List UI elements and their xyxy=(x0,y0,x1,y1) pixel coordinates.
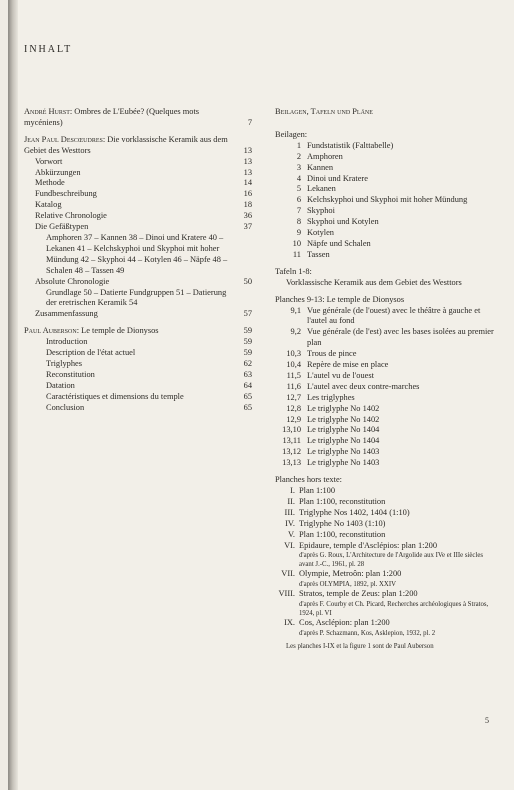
beilage-item xyxy=(275,141,499,152)
planche-item xyxy=(275,327,499,349)
toc-item xyxy=(24,288,252,310)
book-spine-shadow xyxy=(8,0,18,790)
planche-label: Trous de pince xyxy=(307,349,357,359)
planche-item xyxy=(275,447,499,458)
hors-texte-label: Plan 1:100 xyxy=(299,486,336,495)
beilage-number: 3 xyxy=(296,162,301,172)
planche-item xyxy=(275,415,499,426)
author-name: Paul Auberson xyxy=(24,326,77,336)
entry-descoeudres: Jean Paul Descœudres: Die vorklassische Keramik aus dem Gebiet des Westtors 13 Vorwort 13 Abkürzungen 13 Methode 14 Fundbeschreibung 16 Katalog 18 Relative Chronologie 36 Die Gefäßtypen 37 Amphoren 37 – Kannen 38 – Dinoi und Kratere 40 – Lekanen 41 – Kelchskyphoi und Skyphoi mit hoher Mündung 42 – Skyphoi 44 – Kotylen 46 – Näpfe 48 – Schalen 48 – Tassen 49 Absolute Chronologie 50 Grundlage 50 – Datierte Fundgruppen 51 – Datierung der eretrischen Keramik 54 Zusammenfassung 57 xyxy=(24,134,252,319)
hors-texte-item xyxy=(275,589,499,618)
planche-number: 12,7 xyxy=(286,392,301,402)
toc-item-label: Amphoren 37 – Kannen 38 – Dinoi und Kratere 40 – Lekanen 41 – Kelchskyphoi und Skyphoi mit hoher Mündung 42 – Skyphoi 44 – Kotylen 46 – Näpfe 48 – Schalen 48 – Tassen 49 xyxy=(46,232,228,275)
beilage-item xyxy=(275,174,499,185)
hors-texte-body xyxy=(299,497,499,508)
toc-item-label: Abkürzungen xyxy=(35,167,81,177)
hors-texte-number: VI. xyxy=(284,540,295,550)
toc-item xyxy=(24,189,252,200)
beilage-label: Skyphoi und Kotylen xyxy=(307,217,379,227)
hors-texte-body xyxy=(299,618,499,638)
hors-label: Planches hors texte: xyxy=(275,475,342,485)
hors-texte-item xyxy=(275,530,499,541)
planche-item xyxy=(275,382,499,393)
beilage-number: 11 xyxy=(292,249,301,259)
toc-item xyxy=(24,200,252,211)
toc-item-label: Zusammenfassung xyxy=(35,309,98,319)
hors-texte-body xyxy=(299,530,499,541)
planche-number: 12,8 xyxy=(286,403,301,413)
planche-number: 11,6 xyxy=(286,381,301,391)
toc-item-label: Datation xyxy=(46,380,75,390)
beilage-number: 4 xyxy=(296,173,301,183)
toc-item-page: 50 xyxy=(243,276,252,286)
hors-texte-number: IX. xyxy=(284,618,295,628)
hors-texte-label: Olympie, Metroôn: plan 1:200 xyxy=(299,569,402,579)
toc-item xyxy=(24,233,252,277)
hors-texte-label: Plan 1:100, reconstitution xyxy=(299,496,386,506)
toc-item-label: Die Gefäßtypen xyxy=(35,222,89,232)
section-title: Beilagen, Tafeln und Pläne xyxy=(275,107,373,116)
beilage-number: 1 xyxy=(296,140,301,150)
planche-number: 12,9 xyxy=(286,414,301,424)
planche-label: Le triglyphe No 1403 xyxy=(307,447,380,457)
hors-texte-number: VII. xyxy=(281,569,295,579)
hors-texte-source: d'après OLYMPIA, 1892, pl. XXIV xyxy=(299,581,397,589)
planche-label: Le triglyphe No 1403 xyxy=(307,458,380,468)
planche-item xyxy=(275,371,499,382)
hors-texte-label: Triglyphe Nos 1402, 1404 (1:10) xyxy=(299,507,410,517)
hors-texte-item xyxy=(275,497,499,508)
hors-texte-number: VIII. xyxy=(278,589,295,599)
entry-title: Ombres de L'Eubée? (Quelques mots mycéniens) xyxy=(24,107,200,127)
beilage-number: 7 xyxy=(296,206,301,216)
beilage-label: Näpfe und Schalen xyxy=(307,238,371,248)
hors-texte-number: IV. xyxy=(285,518,295,528)
page-ref: 13 xyxy=(243,145,252,155)
entry-title: Die vorklassische Keramik aus dem Gebiet des Westtors xyxy=(24,134,228,155)
beilage-label: Kannen xyxy=(307,162,334,172)
toc-item xyxy=(24,178,252,189)
toc-item-page: 65 xyxy=(243,391,252,401)
toc-item-label: Caractéristiques et dimensions du temple xyxy=(46,391,184,401)
toc-item-label: Conclusion xyxy=(46,402,85,412)
page-number: 5 xyxy=(485,716,489,725)
toc-item-label: Grundlage 50 – Datierte Fundgruppen 51 – Datierung der eretrischen Keramik 54 xyxy=(46,287,227,308)
toc-item xyxy=(24,337,252,348)
toc-item xyxy=(24,222,252,233)
planche-number: 11,5 xyxy=(286,370,301,380)
beilage-number: 2 xyxy=(296,151,301,161)
toc-item-page: 59 xyxy=(243,348,252,358)
planche-label: Le triglyphe No 1402 xyxy=(307,403,380,413)
beilage-item xyxy=(275,152,499,163)
toc-item xyxy=(24,348,252,359)
hors-texte-item xyxy=(275,541,499,570)
page-heading: INHALT xyxy=(24,44,73,55)
toc-item-page: 16 xyxy=(243,189,252,199)
beilage-label: Tassen xyxy=(307,249,330,259)
hors-texte-number: V. xyxy=(287,529,295,539)
hors-texte-body xyxy=(299,569,499,589)
toc-item-label: Introduction xyxy=(46,337,88,347)
planche-item xyxy=(275,404,499,415)
toc-item xyxy=(24,370,252,381)
planche-label: Les triglyphes xyxy=(307,392,355,402)
contents-right-column xyxy=(275,107,499,653)
toc-item xyxy=(24,403,252,414)
planche-number: 13,11 xyxy=(282,436,301,446)
planche-label: Repère de mise en place xyxy=(307,360,389,370)
hors-texte-item xyxy=(275,519,499,530)
planche-number: 9,2 xyxy=(290,327,301,337)
toc-item-page: 37 xyxy=(243,222,252,232)
beilagen-label: Beilagen: xyxy=(275,129,308,139)
hors-texte-label: Epidaure, temple d'Asclépios: plan 1:200 xyxy=(299,540,438,550)
page-ref: 59 xyxy=(243,326,252,336)
beilage-item xyxy=(275,250,499,261)
planche-number: 13,10 xyxy=(282,425,301,435)
planche-label: Le triglyphe No 1404 xyxy=(307,425,380,435)
toc-item-label: Fundbeschreibung xyxy=(35,189,97,199)
planche-item xyxy=(275,436,499,447)
beilage-item xyxy=(275,228,499,239)
beilage-number: 8 xyxy=(296,217,301,227)
planche-number: 9,1 xyxy=(290,305,301,315)
toc-item-page: 59 xyxy=(243,337,252,347)
planche-item xyxy=(275,360,499,371)
beilage-item xyxy=(275,184,499,195)
toc-item-label: Triglyphes xyxy=(46,358,82,368)
planche-label: L'autel avec deux contre-marches xyxy=(307,381,420,391)
beilage-item xyxy=(275,206,499,217)
planche-number: 13,12 xyxy=(282,447,301,457)
beilage-number: 10 xyxy=(292,238,301,248)
toc-item-page: 64 xyxy=(243,380,252,390)
planche-item xyxy=(275,349,499,360)
beilage-label: Fundstatistik (Falttabelle) xyxy=(307,140,394,150)
planche-item xyxy=(275,306,499,328)
beilage-label: Skyphoi xyxy=(307,206,335,216)
hors-texte-source: d'après P. Schazmann, Kos, Asklepion, 1932, pl. 2 xyxy=(299,630,436,638)
entry-hurst: André Hurst: Ombres de L'Eubée? (Quelques mots mycéniens) 7 xyxy=(24,107,252,127)
planche-number: 10,3 xyxy=(286,349,301,359)
toc-item-page: 13 xyxy=(243,156,252,166)
hors-texte-body xyxy=(299,508,499,519)
hors-texte-source: d'après F. Courby et Ch. Picard, Recherches archéologiques à Stratos, 1924, pl. VI xyxy=(299,601,489,618)
toc-item xyxy=(24,359,252,370)
planche-label: Le triglyphe No 1402 xyxy=(307,414,380,424)
toc-item-page: 57 xyxy=(243,309,252,319)
toc-item xyxy=(24,277,252,288)
author-name: André Hurst xyxy=(24,107,70,116)
beilage-number: 9 xyxy=(296,228,301,238)
toc-item-label: Methode xyxy=(35,178,65,188)
hors-texte-item xyxy=(275,618,499,638)
hors-texte-number: III. xyxy=(284,507,295,517)
planche-number: 10,4 xyxy=(286,360,301,370)
hors-texte-item xyxy=(275,508,499,519)
author-name: Jean Paul Descœudres xyxy=(24,134,103,144)
hors-texte-body xyxy=(299,486,499,497)
hors-texte-label: Cos, Asclépion: plan 1:200 xyxy=(299,618,390,628)
toc-item-page: 13 xyxy=(243,167,252,177)
planche-item xyxy=(275,425,499,436)
toc-item xyxy=(24,168,252,179)
beilage-item xyxy=(275,239,499,250)
toc-item-page: 65 xyxy=(243,402,252,412)
beilage-label: Kotylen xyxy=(307,228,334,238)
hors-texte-number: II. xyxy=(287,496,295,506)
credit-note: Les planches I-IX et la figure 1 sont de Paul Auberson xyxy=(286,643,434,651)
beilage-label: Lekanen xyxy=(307,184,336,194)
hors-texte-label: Triglyphe No 1403 (1:10) xyxy=(299,518,386,528)
toc-item xyxy=(24,309,252,320)
hors-texte-number: I. xyxy=(290,486,295,495)
planche-label: Vue générale (de l'ouest) avec le théâtre à gauche et l'autel au fond xyxy=(307,305,481,326)
planche-number: 13,13 xyxy=(282,458,301,468)
hors-texte-body xyxy=(299,519,499,530)
toc-item xyxy=(24,392,252,403)
toc-item-page: 62 xyxy=(243,358,252,368)
beilage-label: Dinoi und Kratere xyxy=(307,173,368,183)
planche-item xyxy=(275,393,499,404)
planche-label: Le triglyphe No 1404 xyxy=(307,436,380,446)
hors-texte-body xyxy=(299,589,499,618)
hors-texte-item xyxy=(275,569,499,589)
planches-label: Planches 9-13: Le temple de Dionysos xyxy=(275,294,405,304)
toc-item-label: Reconstitution xyxy=(46,369,95,379)
toc-item xyxy=(24,211,252,222)
hors-texte-label: Stratos, temple de Zeus: plan 1:200 xyxy=(299,589,418,599)
beilage-label: Amphoren xyxy=(307,151,343,161)
beilage-label: Kelchskyphoi und Skyphoi mit hoher Mündung xyxy=(307,195,468,205)
hors-texte-source: d'après G. Roux, L'Architecture de l'Argolide aux IVe et IIIe siècles avant J.-C., 1961, pl. 28 xyxy=(299,552,483,569)
toc-item-label: Vorwort xyxy=(35,156,63,166)
hors-texte-item xyxy=(275,486,499,497)
toc-item xyxy=(24,381,252,392)
contents-left-column xyxy=(24,107,252,419)
beilage-number: 6 xyxy=(296,195,301,205)
hors-texte-label: Plan 1:100, reconstitution xyxy=(299,529,386,539)
beilage-item xyxy=(275,217,499,228)
entry-title: Le temple de Dionysos xyxy=(81,326,159,336)
toc-item xyxy=(24,157,252,168)
planche-label: Vue générale (de l'est) avec les bases isolées au premier plan xyxy=(307,327,494,348)
toc-item-label: Absolute Chronologie xyxy=(35,276,110,286)
tafeln-text: Vorklassische Keramik aus dem Gebiet des Westtors xyxy=(286,277,462,287)
toc-item-label: Katalog xyxy=(35,200,62,210)
page-ref: 7 xyxy=(247,117,252,127)
beilage-number: 5 xyxy=(296,184,301,194)
toc-item-page: 36 xyxy=(243,211,252,221)
toc-item-label: Relative Chronologie xyxy=(35,211,107,221)
toc-item-page: 63 xyxy=(243,369,252,379)
planche-label: L'autel vu de l'ouest xyxy=(307,370,374,380)
hors-texte-body xyxy=(299,541,499,570)
entry-auberson: Paul Auberson: Le temple de Dionysos 59 Introduction 59 Description de l'état actuel 59 Triglyphes 62 Reconstitution 63 Datation 64 Caractéristiques et dimensions du temple 65 Conclusion 65 xyxy=(24,326,252,412)
toc-item-page: 14 xyxy=(243,178,252,188)
planche-item xyxy=(275,458,499,469)
tafeln-label: Tafeln 1-8: xyxy=(275,266,312,276)
toc-item-page: 18 xyxy=(243,200,252,210)
beilage-item xyxy=(275,195,499,206)
toc-item-label: Description de l'état actuel xyxy=(46,348,136,358)
beilage-item xyxy=(275,163,499,174)
